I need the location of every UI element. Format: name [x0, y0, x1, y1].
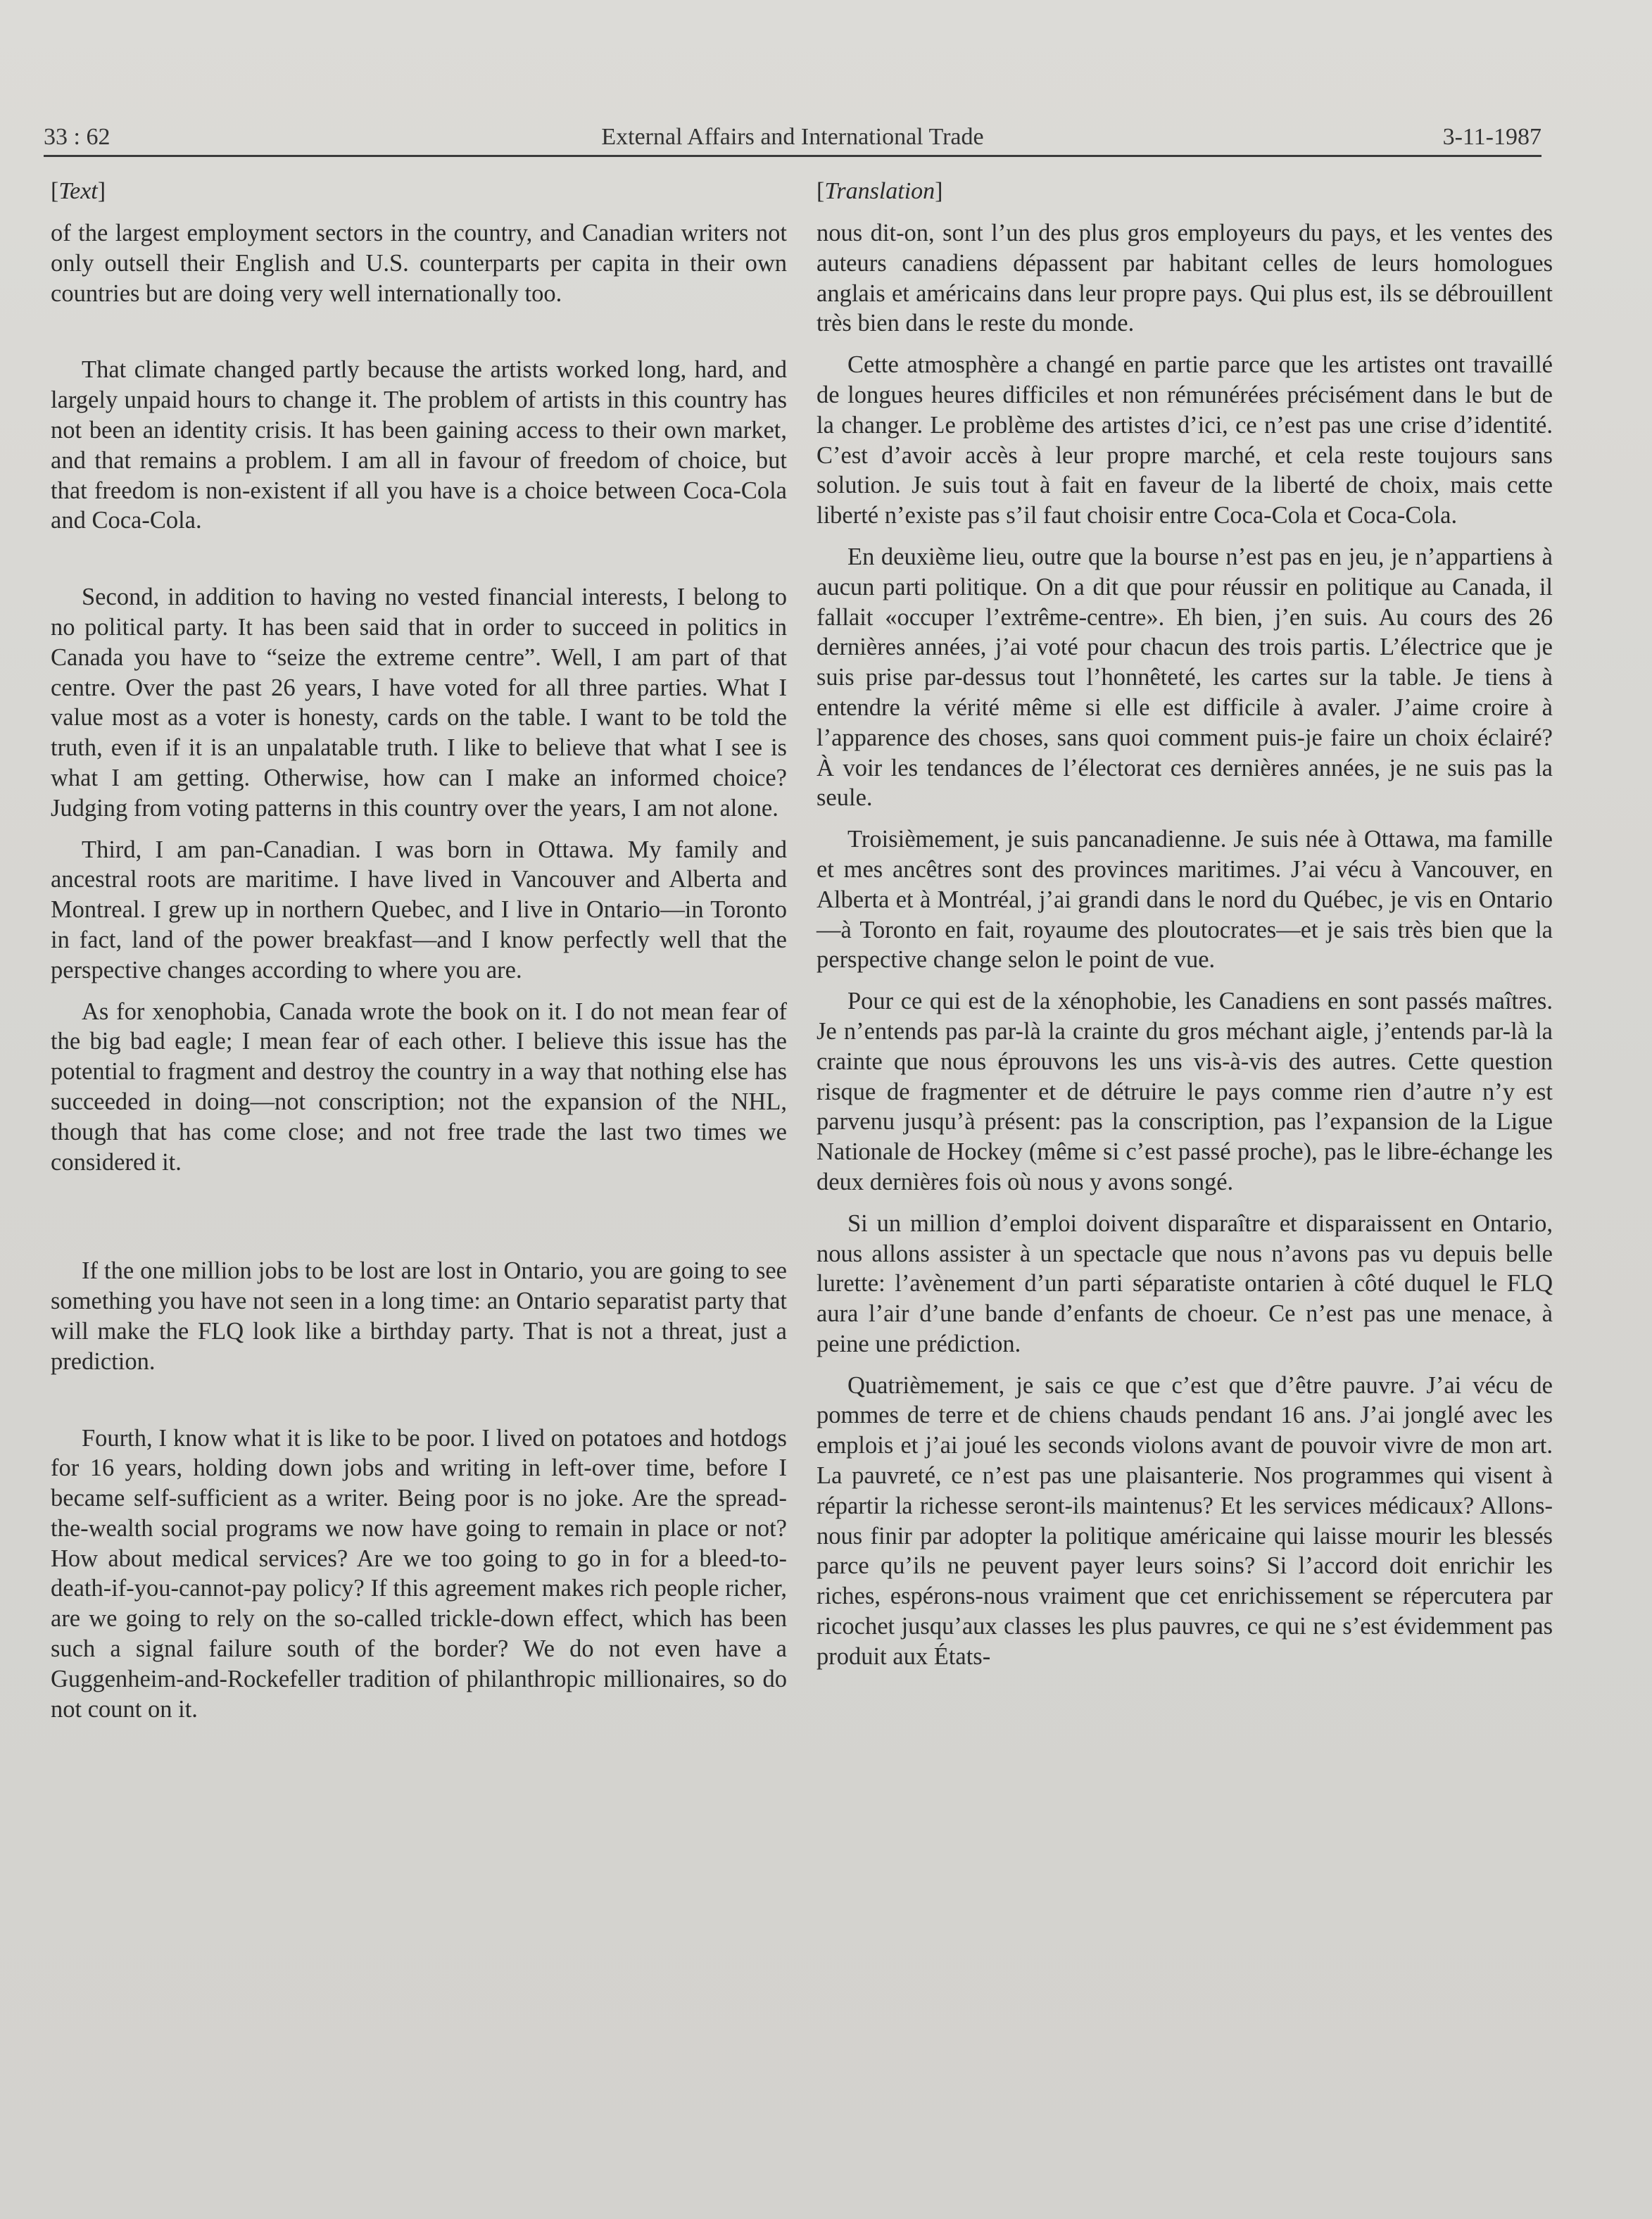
- paragraph: Cette atmosphère a changé en partie parce que les artistes ont travaillé de longues heures difficiles et non rémunérées précisément dans le but de la changer. Le problème des artistes d’ici, ce n’est pas une crise d’identité. C’est d’avoir accès à leur propre marché, et cela reste toujours sans solution. Je suis tout à fait en faveur de la liberté de choix, mais cette liberté n’existe pas s’il faut choisir entre Coca-Cola et Coca-Cola.: [816, 351, 1553, 529]
- paragraph: of the largest employment sectors in the country, and Canadian writers not only outsell their English and U.S. counterparts per capita in their own countries but are doing very well internationally too.: [51, 220, 787, 307]
- column-label-text: [ Text ]: [51, 176, 787, 218]
- paragraph: That climate changed partly because the artists worked long, hard, and largely unpaid hours to change it. The problem of artists in this country has not been an identity crisis. It has been gaining access to their own market, and that remains a problem. I am all in favour of freedom of choice, but that freedom is non-existent if all you have is a choice between Coca-Cola and Coca-Cola.: [51, 356, 787, 534]
- paragraph: If the one million jobs to be lost are lost in Ontario, you are going to see something you have not seen in a long time: an Ontario separatist party that will make the FLQ look like a birthday party. That is not a threat, just a prediction.: [51, 1257, 787, 1375]
- paragraph: Pour ce qui est de la xénophobie, les Canadiens en sont passés maîtres. Je n’entends pas par-là la crainte du gros méchant aigle, j’entends par-là la crainte que nous éprouvons les uns vis-à-vis des autres. Cette question risque de fragmenter et de détruire le pays comme rien d’autre n’y est parvenu jusqu’à présent: pas la conscription, pas l’expansion de la Ligue Nationale de Hockey (même si c’est passé proche), pas le libre-échange les deux dernières fois où nous y avons songé.: [816, 988, 1553, 1195]
- paragraph: En deuxième lieu, outre que la bourse n’est pas en jeu, je n’appartiens à aucun parti politique. On a dit que pour réussir en politique au Canada, il fallait «occuper l’extrême-centre». Eh bien, j’en suis. Au cours des 26 dernières années, j’ai voté pour chacun des trois partis. L’électrice que je suis prise par-dessus tout l’honnêteté, les cartes sur la table. Je tiens à entendre la vérité même si elle est difficile à avaler. J’aime croire à l’apparence des choses, sans quoi comment puis-je faire un choix éclairé? À voir les tendances de l’électorat ces dernières années, je ne suis pas la seule.: [816, 543, 1553, 812]
- paragraph: Fourth, I know what it is like to be poor. I lived on potatoes and hotdogs for 16 years, holding down jobs and writing in left-over time, before I became self-sufficient as a writer. Being poor is no joke. Are the spread-the-wealth social programs we now have going to remain in place or not? How about medical services? Are we too going to go in for a bleed-to-death-if-you-cannot-pay policy? If this agreement makes rich people richer, are we going to rely on the so-called trickle-down effect, which has been such a signal failure south of the border? We do not even have a Guggenheim-and-Rockefeller tradition of philanthropic millionaires, so do not count on it.: [51, 1424, 787, 1723]
- column-label-translation: [ Translation ]: [816, 176, 1553, 218]
- english-text-column: [51, 176, 787, 1724]
- paragraph: Third, I am pan-Canadian. I was born in Ottawa. My family and ancestral roots are maritime. I have lived in Vancouver and Alberta and Montreal. I grew up in northern Quebec, and I live in Ontario—in Toronto in fact, land of the power breakfast—and I know perfectly well that the perspective changes according to where you are.: [51, 836, 787, 983]
- paragraph: As for xenophobia, Canada wrote the book on it. I do not mean fear of the big bad eagle; I mean fear of each other. I believe this issue has the potential to fragment and destroy the country in a way that nothing else has succeeded in doing—not conscription; not the expansion of the NHL, though that has come close; and not free trade the last two times we considered it.: [51, 998, 787, 1176]
- paragraph: nous dit-on, sont l’un des plus gros employeurs du pays, et les ventes des auteurs canadiens dépassent par habitant celles de leurs homologues anglais et américains dans leur propre pays. Qui plus est, ils se débrouillent très bien dans le reste du monde.: [816, 220, 1553, 337]
- header-date: 3-11-1987: [1442, 124, 1541, 150]
- paragraph: Troisièmement, je suis pancanadienne. Je suis née à Ottawa, ma famille et mes ancêtres sont des provinces maritimes. J’ai vécu à Vancouver, en Alberta et à Montréal, j’ai grandi dans le nord du Québec, je vis en Ontario—à Toronto en fait, royaume des ploutocrates—et je sais très bien que la perspective change selon le point de vue.: [816, 826, 1553, 974]
- page-reference: 33 : 62: [44, 124, 111, 150]
- publication-title: External Affairs and International Trade: [601, 124, 984, 150]
- header-rule: [44, 155, 1541, 157]
- running-header: [44, 120, 1541, 155]
- french-translation-column: [816, 176, 1553, 1672]
- paragraph: Si un million d’emploi doivent disparaître et disparaissent en Ontario, nous allons assister à un spectacle que nous n’avons pas vu depuis belle lurette: l’avènement d’un parti séparatiste ontarien à côté duquel le FLQ aura l’air d’une bande d’enfants de choeur. Ce n’est pas une menace, à peine une prédiction.: [816, 1209, 1553, 1357]
- paragraph: Quatrièmement, je sais ce que c’est que d’être pauvre. J’ai vécu de pommes de terre et de chiens chauds pendant 16 ans. J’ai jonglé avec les emplois et j’ai joué les seconds violons avant de pouvoir vivre de mon art. La pauvreté, ce n’est pas une plaisanterie. Nos programmes qui visent à répartir la richesse seront-ils maintenus? Et les services médicaux? Allons-nous finir par adopter la politique américaine qui laisse mourir les blessés parce qu’ils ne peuvent payer leurs soins? Si l’accord doit enrichir les riches, espérons-nous vraiment que cet enrichissement se répercutera par ricochet jusqu’aux classes les plus pauvres, ce qui ne s’est évidemment pas produit aux États-: [816, 1371, 1553, 1670]
- paragraph: Second, in addition to having no vested financial interests, I belong to no political party. It has been said that in order to succeed in politics in Canada you have to “seize the extreme centre”. Well, I am part of that centre. Over the past 26 years, I have voted for all three parties. What I value most as a voter is honesty, cards on the table. I want to be told the truth, even if it is an unpalatable truth. I like to believe that what I see is what I am getting. Otherwise, how can I make an informed choice? Judging from voting patterns in this country over the years, I am not alone.: [51, 584, 787, 822]
